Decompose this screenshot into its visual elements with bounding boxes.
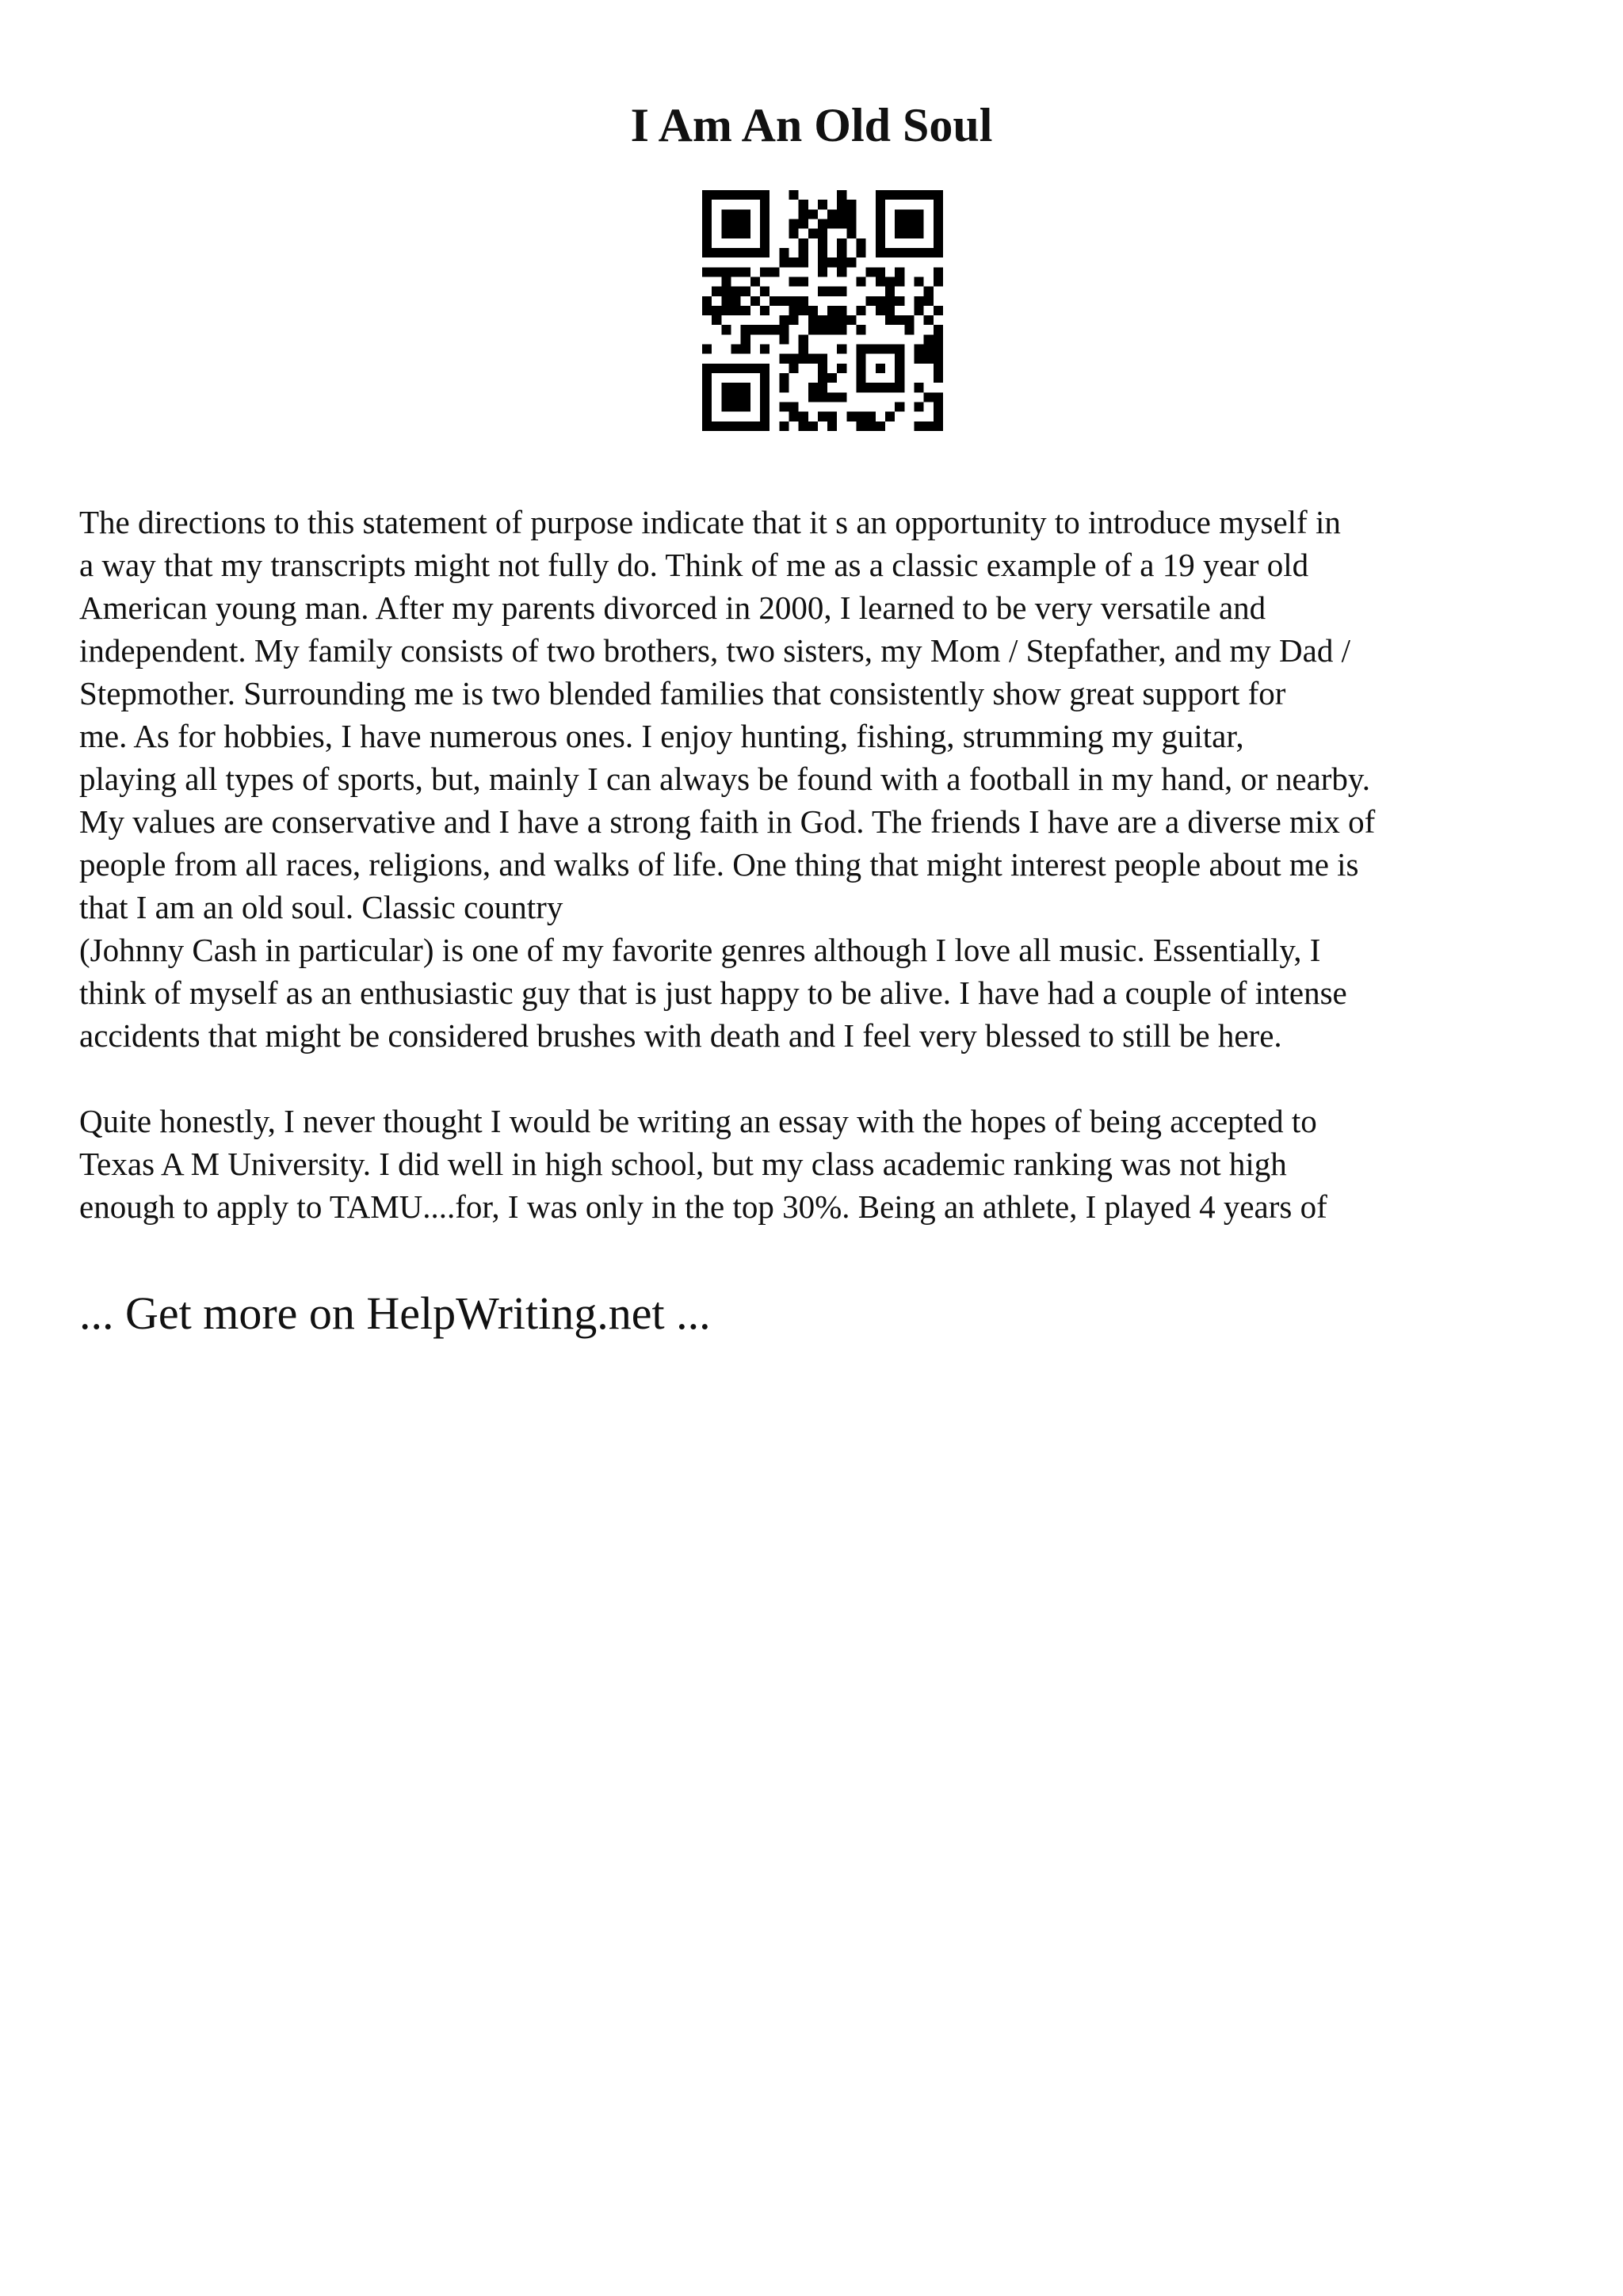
text-line: My values are conservative and I have a strong faith in God. The friends I have are a diverse mix of xyxy=(79,803,1376,840)
essay-body xyxy=(79,501,1569,1228)
text-line: independent. My family consists of two brothers, two sisters, my Mom / Stepfather, and my Dad / xyxy=(79,632,1350,669)
text-line: a way that my transcripts might not fully do. Think of me as a classic example of a 19 year old xyxy=(79,547,1309,583)
get-more-link[interactable]: ... Get more on HelpWriting.net ... xyxy=(79,1287,711,1339)
text-line: American young man. After my parents divorced in 2000, I learned to be very versatile and xyxy=(79,589,1266,626)
qr-code-icon xyxy=(702,190,943,431)
essay-paragraph-1 xyxy=(79,501,1569,1057)
text-line: (Johnny Cash in particular) is one of my favorite genres although I love all music. Essentially, I xyxy=(79,932,1321,968)
text-line: Quite honestly, I never thought I would be writing an essay with the hopes of being accepted to xyxy=(79,1103,1317,1139)
text-line: Texas A M University. I did well in high school, but my class academic ranking was not high xyxy=(79,1146,1287,1182)
text-line: that I am an old soul. Classic country xyxy=(79,889,563,925)
text-line: accidents that might be considered brushes with death and I feel very blessed to still be here. xyxy=(79,1017,1282,1054)
text-line: playing all types of sports, but, mainly I can always be found with a football in my hand, or nearby. xyxy=(79,761,1371,797)
text-line: think of myself as an enthusiastic guy that is just happy to be alive. I have had a couple of intense xyxy=(79,974,1347,1011)
text-line: The directions to this statement of purpose indicate that it s an opportunity to introduce myself in xyxy=(79,504,1341,540)
essay-paragraph-2 xyxy=(79,1100,1569,1228)
text-line: people from all races, religions, and walks of life. One thing that might interest people about me is xyxy=(79,846,1359,883)
text-line: Stepmother. Surrounding me is two blended families that consistently show great support for xyxy=(79,675,1286,711)
text-line: enough to apply to TAMU....for, I was only in the top 30%. Being an athlete, I played 4 years of xyxy=(79,1188,1327,1225)
page-title: I Am An Old Soul xyxy=(630,99,993,151)
text-line: me. As for hobbies, I have numerous ones. I enjoy hunting, fishing, strumming my guitar, xyxy=(79,718,1244,754)
